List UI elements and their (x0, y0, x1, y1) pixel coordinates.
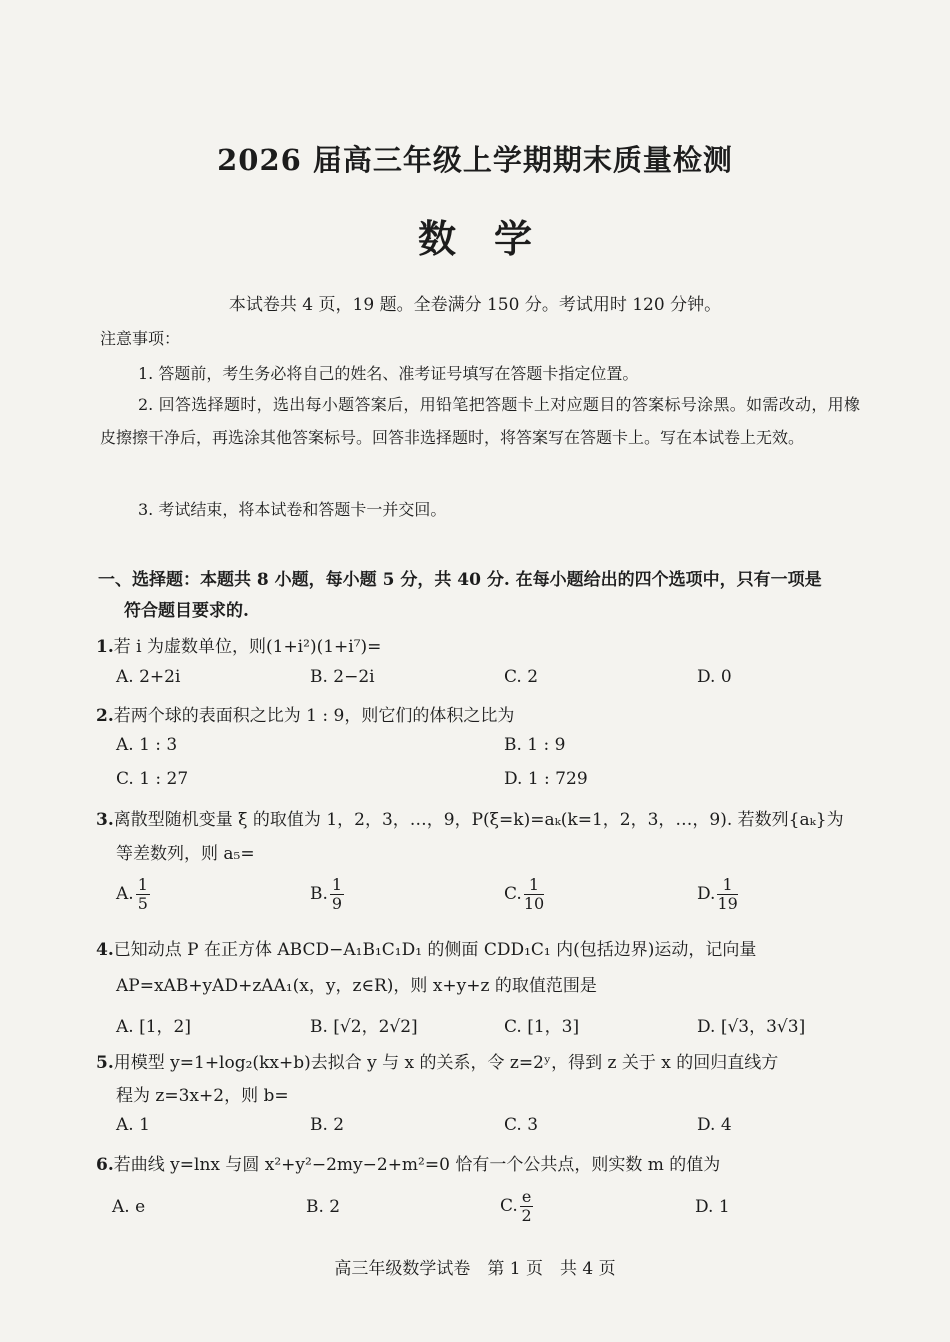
option-d: D. [√3，3√3] (697, 1017, 806, 1037)
question-1 (96, 632, 381, 657)
question-3-stem-cont: 等差数列，则 a₅= (116, 844, 255, 864)
section-heading (98, 565, 868, 627)
option-d: D. $\frac{1}{19}$ (697, 875, 738, 913)
note-2: 2. 回答选择题时，选出每小题答案后，用铅笔把答题卡上对应题目的答案标号涂黑。如需改动，用橡皮擦擦干净后，再选涂其他答案标号。回答非选择题时，将答案写在答题卡上。写在本试卷上无效。 (100, 395, 860, 447)
fraction: $\frac{1}{19}$ (717, 875, 738, 913)
question-4-stem-cont: AP=xAB+yAD+zAA₁(x，y，z∈R)，则 x+y+z 的取值范围是 (116, 976, 597, 996)
option-c: C. 2 (504, 667, 539, 687)
question-stem: 若曲线 y=lnx 与圆 x²+y²−2my−2+m²=0 恰有一个公共点，则实数 m 的值为 (113, 1155, 721, 1175)
fraction: $\frac{e}{2}$ (521, 1187, 532, 1225)
question-stem: 已知动点 P 在正方体 ABCD−A₁B₁C₁D₁ 的侧面 CDD₁C₁ 内(包括边界)运动，记向量 (113, 940, 757, 960)
option-c: C. $\frac{e}{2}$ (500, 1187, 532, 1225)
question-5 (96, 1048, 778, 1073)
question-2 (96, 701, 514, 726)
notes-heading: 注意事项： (100, 329, 181, 348)
exam-title: 2026 届高三年级上学期期末质量检测 (217, 143, 733, 177)
question-stem: 离散型随机变量 ξ 的取值为 1，2，3，…，9，P(ξ=k)=aₖ(k=1，2，3，…，9). 若数列{aₖ}为 (113, 810, 844, 830)
question-3 (96, 805, 844, 830)
question-stem: 用模型 y=1+log₂(kx+b)去拟合 y 与 x 的关系，令 z=2ʸ，得到 z 关于 x 的回归直线方 (113, 1053, 779, 1073)
option-c: C. [1，3] (504, 1017, 580, 1037)
question-stem: 若 i 为虚数单位，则(1+i²)(1+i⁷)= (113, 637, 382, 657)
option-a: A. 1 : 3 (116, 735, 178, 755)
section-heading-line2: 符合题目要求的. (124, 601, 249, 621)
subject-title: 数学 (417, 216, 570, 261)
option-b: B. 2−2i (310, 667, 375, 687)
option-b: B. 2 (306, 1197, 341, 1217)
question-6 (96, 1150, 720, 1175)
option-b: B. [√2，2√2] (310, 1017, 418, 1037)
question-4 (96, 935, 756, 960)
option-a: A. 1 (116, 1115, 150, 1135)
question-number: 5. (96, 1053, 114, 1073)
exam-info: 本试卷共 4 页，19 题。全卷满分 150 分。考试用时 120 分钟。 (228, 295, 722, 315)
option-c: C. 3 (504, 1115, 539, 1135)
option-b: B. 1 : 9 (504, 735, 566, 755)
option-d: D. 1 : 729 (504, 769, 588, 789)
option-b: B. 2 (310, 1115, 345, 1135)
note-1: 1. 答题前，考生务必将自己的姓名、准考证号填写在答题卡指定位置。 (138, 364, 639, 383)
option-d: D. 0 (697, 667, 732, 687)
option-d: D. 4 (697, 1115, 732, 1135)
option-a: A. e (112, 1197, 146, 1217)
option-a: A. $\frac{1}{5}$ (116, 875, 148, 913)
fraction: $\frac{1}{5}$ (137, 875, 148, 913)
option-b: B. $\frac{1}{9}$ (310, 875, 343, 913)
page-footer: 高三年级数学试卷 第 1 页 共 4 页 (334, 1259, 616, 1279)
option-d: D. 1 (695, 1197, 730, 1217)
option-c: C. $\frac{1}{10}$ (504, 875, 545, 913)
note-3: 3. 考试结束，将本试卷和答题卡一并交回。 (138, 500, 447, 519)
fraction: $\frac{1}{10}$ (523, 875, 545, 913)
section-heading-line1: 一、选择题：本题共 8 小题，每小题 5 分，共 40 分. 在每小题给出的四个选项中，只有一项是 (98, 570, 822, 590)
option-c: C. 1 : 27 (116, 769, 189, 789)
question-number: 1. (96, 637, 114, 657)
option-a: A. 2+2i (116, 667, 181, 687)
question-number: 2. (96, 706, 114, 726)
question-stem: 若两个球的表面积之比为 1 : 9，则它们的体积之比为 (113, 706, 515, 726)
option-a: A. [1，2] (116, 1017, 191, 1037)
question-number: 3. (96, 810, 114, 830)
fraction: $\frac{1}{9}$ (331, 875, 343, 913)
question-number: 4. (96, 940, 114, 960)
question-5-stem-cont: 程为 z=3x+2，则 b= (116, 1086, 289, 1106)
question-number: 6. (96, 1155, 114, 1175)
